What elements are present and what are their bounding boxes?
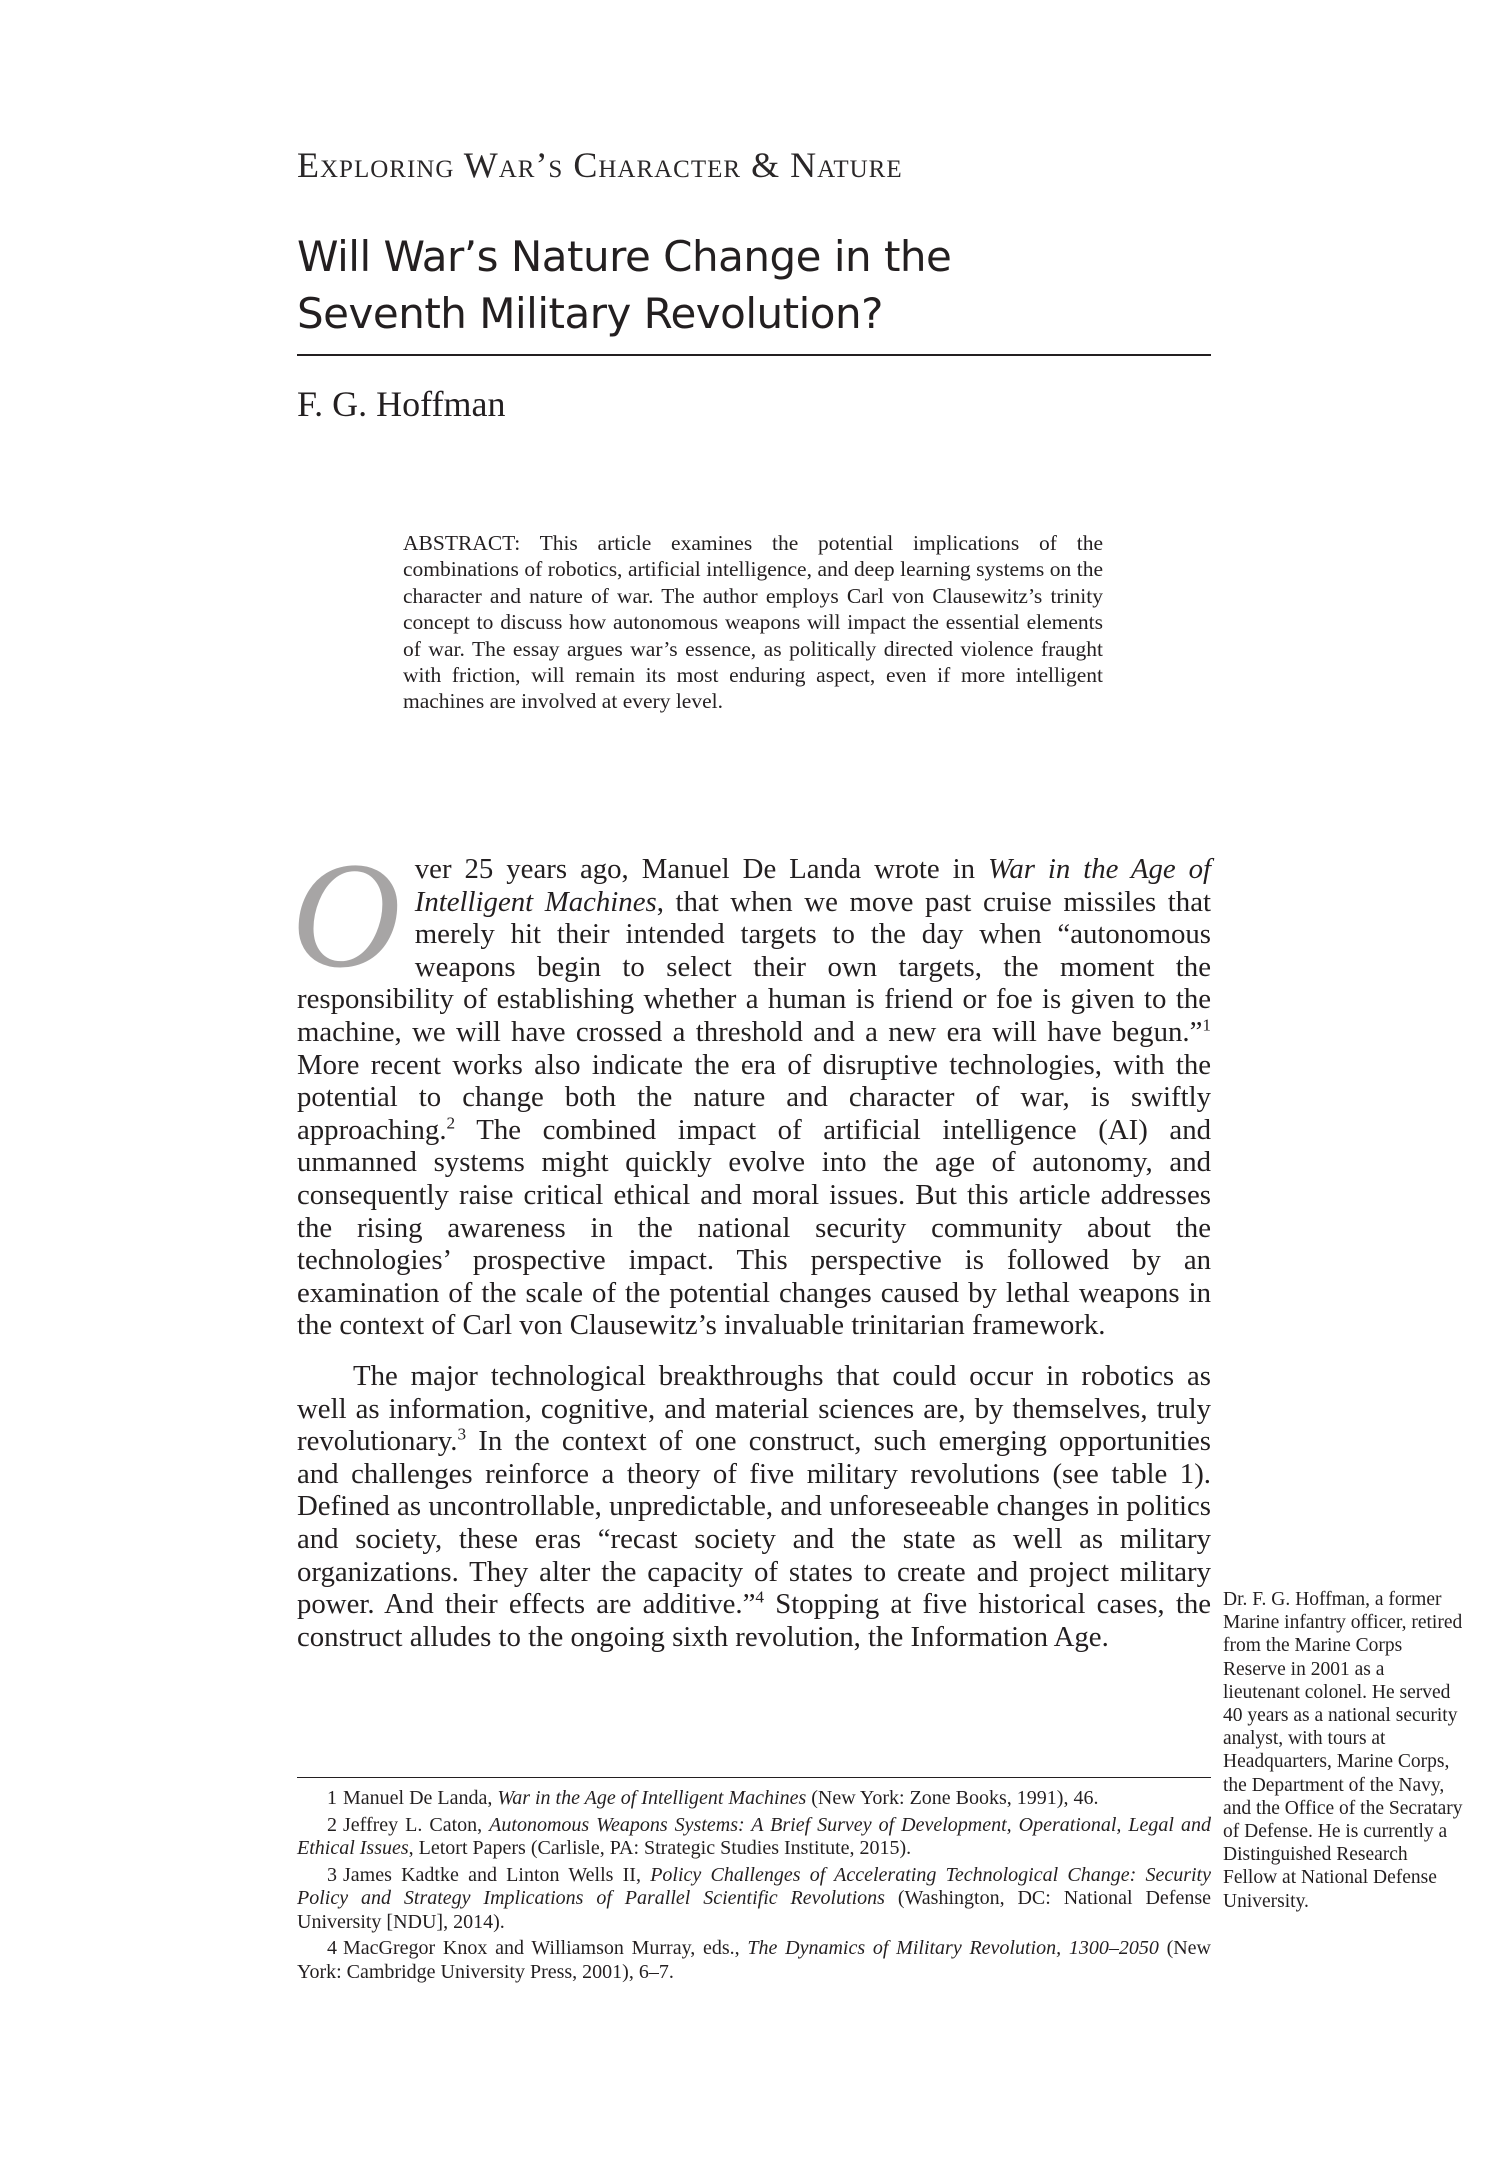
footnote-title: Autonomous Weapons Systems: A Brief Survey of Development, Operational, Legal and Ethical Issues — [297, 1813, 1211, 1859]
footnote-title: Policy Challenges of Accelerating Technological Change: Security Policy and Strategy Implications of Parallel Scientific Revolutions — [297, 1863, 1211, 1909]
footnote-4 — [297, 1937, 1211, 1984]
footnote-ref-2[interactable]: 2 — [446, 1113, 456, 1133]
footnote-text: , Letort Papers (Carlisle, PA: Strategic Studies Institute, 2015). — [408, 1837, 912, 1859]
footnote-number: 3 — [327, 1863, 337, 1886]
footnote-ref-4[interactable]: 4 — [755, 1587, 765, 1607]
p1-text-d: The combined impact of artificial intelligence (AI) and unmanned systems might quickly evolve into the age of autonomy, and consequently raise critical ethical and moral issues. But this article addresses the rising awareness in the national security community about the technologies’ prospective impact. This perspective is followed by an examination of the scale of the potential changes caused by lethal weapons in the context of Carl von Clausewitz’s invaluable trinitarian framework. — [297, 1113, 1211, 1342]
footnote-text: (New York: Cambridge University Press, 2001), 6–7. — [297, 1937, 1211, 1983]
p1-text-b: , that when we move past cruise missiles that merely hit their intended targets to the day when “autonomous weapons begin to select their own targets, the moment the responsibility of establishing whether a human is friend or foe is given to the machine, we will have crossed a threshold and a new era will have begun.” — [297, 885, 1211, 1048]
p1-text-a: ver 25 years ago, Manuel De Landa wrote in — [414, 853, 988, 885]
footnote-text: MacGregor Knox and Williamson Murray, eds., — [343, 1937, 748, 1959]
body-paragraph-1 — [291, 831, 1211, 1342]
footnote-text: (New York: Zone Books, 1991), 46. — [806, 1787, 1099, 1809]
p2-text-b: In the context of one construct, such emerging opportunities and challenges reinforce a theory of five military revolutions (see table 1). Defined as uncontrollable, unpredictable, and unforeseeable changes in politics and society, these eras “recast society and the state as well as military organizations. They alter the capacity of states to create and project military power. And their effects are additive.” — [297, 1425, 1211, 1621]
footnote-ref-3[interactable]: 3 — [457, 1424, 467, 1444]
footnote-2 — [297, 1814, 1211, 1861]
footnote-title: War in the Age of Intelligent Machines — [497, 1787, 807, 1809]
article-title — [297, 228, 1197, 342]
footnote-1 — [297, 1787, 1211, 1811]
body-paragraph-2 — [297, 1360, 1211, 1653]
footnotes — [297, 1787, 1211, 1987]
footnote-title: The Dynamics of Military Revolution, 1300–2050 — [747, 1937, 1159, 1959]
footnote-number: 4 — [327, 1937, 337, 1959]
footnote-ref-1[interactable]: 1 — [1202, 1015, 1211, 1035]
author-name: F. G. Hoffman — [297, 384, 506, 424]
footnote-text: (Washington, DC: National Defense University [NDU], 2014). — [297, 1887, 1211, 1933]
p2-text-c: Stopping at five historical cases, the construct alludes to the ongoing sixth revolution, the Information Age. — [297, 1588, 1211, 1653]
footnote-text: James Kadtke and Linton Wells II, — [343, 1863, 651, 1886]
article-title-line-1: Will War’s Nature Change in the — [297, 232, 952, 281]
p2-text-a: The major technological breakthroughs that could occur in robotics as well as information, cognitive, and material sciences are, by themselves, truly revolutionary. — [297, 1360, 1211, 1458]
section-label: Exploring War’s Character & Nature — [297, 145, 903, 185]
footnote-number: 2 — [327, 1813, 337, 1836]
p1-book-title: War in the Age of Intelligent Machines — [414, 853, 1211, 918]
author-bio-sidebar: Dr. F. G. Hoffman, a former Marine infantry officer, retired from the Marine Corps Reserve in 2001 as a lieutenant colonel. He served 40 years as a national security analyst, with tours at Headquarters, Marine Corps, the Department of the Navy, and the Office of the Secratary of Defense. He is currently a Distinguished Research Fellow at National Defense University. — [1223, 1589, 1463, 1912]
footnote-text: Jeffrey L. Caton, — [343, 1813, 490, 1836]
footnote-number: 1 — [327, 1787, 337, 1809]
footnote-text: Manuel De Landa, — [343, 1787, 498, 1809]
footnote-divider — [297, 1777, 1211, 1778]
p1-text-c: More recent works also indicate the era of disruptive technologies, with the potential to change both the nature and character of war, is swiftly approaching. — [297, 1048, 1211, 1146]
article-title-line-2: Seventh Military Revolution? — [297, 289, 883, 338]
abstract: ABSTRACT: This article examines the potential implications of the combinations of robotics, artificial intelligence, and deep learning systems on the character and nature of war. The author employs Carl von Clausewitz’s trinity concept to discuss how autonomous weapons will impact the essential elements of war. The essay argues war’s essence, as politically directed violence fraught with friction, will remain its most enduring aspect, even if more intelligent machines are involved at every level. — [403, 531, 1103, 714]
footnote-3 — [297, 1864, 1211, 1935]
title-divider — [297, 354, 1211, 356]
drop-cap: O — [291, 831, 401, 999]
